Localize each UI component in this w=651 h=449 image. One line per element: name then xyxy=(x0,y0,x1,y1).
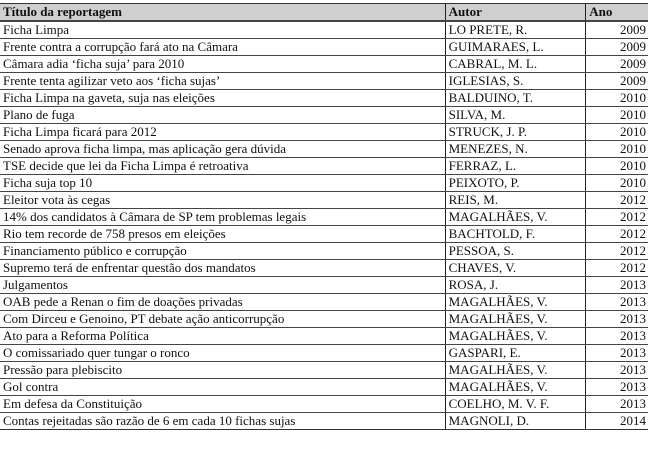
cell-ano: 2014 xyxy=(586,413,648,430)
cell-autor: ROSA, J. xyxy=(445,277,586,294)
cell-autor: MENEZES, N. xyxy=(445,141,586,158)
table-row xyxy=(0,175,648,192)
cell-autor: COELHO, M. V. F. xyxy=(445,396,586,413)
cell-titulo: Em defesa da Constituição xyxy=(0,396,445,413)
cell-ano: 2012 xyxy=(586,260,648,277)
cell-autor: REIS, M. xyxy=(445,192,586,209)
table-row xyxy=(0,209,648,226)
cell-autor: PEIXOTO, P. xyxy=(445,175,586,192)
cell-titulo: TSE decide que lei da Ficha Limpa é retroativa xyxy=(0,158,445,175)
cell-ano: 2012 xyxy=(586,226,648,243)
cell-autor: PESSOA, S. xyxy=(445,243,586,260)
table-row xyxy=(0,141,648,158)
cell-autor: MAGALHÃES, V. xyxy=(445,294,586,311)
cell-ano: 2012 xyxy=(586,192,648,209)
table-row xyxy=(0,39,648,56)
table-row xyxy=(0,56,648,73)
table-header-row xyxy=(0,4,648,22)
cell-titulo: Plano de fuga xyxy=(0,107,445,124)
cell-ano: 2013 xyxy=(586,379,648,396)
table-row xyxy=(0,379,648,396)
cell-ano: 2010 xyxy=(586,175,648,192)
cell-ano: 2012 xyxy=(586,243,648,260)
cell-autor: LO PRETE, R. xyxy=(445,21,586,39)
cell-titulo: Eleitor vota às cegas xyxy=(0,192,445,209)
table-row xyxy=(0,396,648,413)
cell-autor: CABRAL, M. L. xyxy=(445,56,586,73)
cell-autor: STRUCK, J. P. xyxy=(445,124,586,141)
cell-ano: 2010 xyxy=(586,158,648,175)
cell-autor: MAGALHÃES, V. xyxy=(445,311,586,328)
cell-autor: MAGALHÃES, V. xyxy=(445,209,586,226)
cell-titulo: Rio tem recorde de 758 presos em eleições xyxy=(0,226,445,243)
cell-titulo: Com Dirceu e Genoino, PT debate ação anticorrupção xyxy=(0,311,445,328)
header-ano: Ano xyxy=(586,4,648,22)
cell-ano: 2013 xyxy=(586,328,648,345)
cell-ano: 2010 xyxy=(586,90,648,107)
table-row xyxy=(0,277,648,294)
cell-titulo: Ficha suja top 10 xyxy=(0,175,445,192)
cell-autor: SILVA, M. xyxy=(445,107,586,124)
cell-titulo: OAB pede a Renan o fim de doações privadas xyxy=(0,294,445,311)
cell-titulo: Frente contra a corrupção fará ato na Câmara xyxy=(0,39,445,56)
cell-autor: GASPARI, E. xyxy=(445,345,586,362)
cell-ano: 2013 xyxy=(586,311,648,328)
table-row xyxy=(0,226,648,243)
table-row xyxy=(0,260,648,277)
cell-autor: CHAVES, V. xyxy=(445,260,586,277)
cell-titulo: Ato para a Reforma Política xyxy=(0,328,445,345)
cell-titulo: Gol contra xyxy=(0,379,445,396)
cell-ano: 2013 xyxy=(586,294,648,311)
cell-titulo: O comissariado quer tungar o ronco xyxy=(0,345,445,362)
table-row xyxy=(0,345,648,362)
table-row xyxy=(0,21,648,39)
header-autor: Autor xyxy=(445,4,586,22)
cell-ano: 2013 xyxy=(586,277,648,294)
table-row xyxy=(0,243,648,260)
cell-titulo: Financiamento público e corrupção xyxy=(0,243,445,260)
cell-autor: MAGNOLI, D. xyxy=(445,413,586,430)
cell-ano: 2013 xyxy=(586,345,648,362)
cell-autor: FERRAZ, L. xyxy=(445,158,586,175)
cell-autor: BALDUINO, T. xyxy=(445,90,586,107)
table-row xyxy=(0,107,648,124)
cell-ano: 2010 xyxy=(586,141,648,158)
cell-ano: 2010 xyxy=(586,124,648,141)
table-row xyxy=(0,90,648,107)
cell-ano: 2009 xyxy=(586,73,648,90)
cell-ano: 2009 xyxy=(586,39,648,56)
table-row xyxy=(0,158,648,175)
cell-titulo: Ficha Limpa ficará para 2012 xyxy=(0,124,445,141)
cell-autor: BACHTOLD, F. xyxy=(445,226,586,243)
cell-autor: MAGALHÃES, V. xyxy=(445,362,586,379)
cell-autor: IGLESIAS, S. xyxy=(445,73,586,90)
cell-ano: 2013 xyxy=(586,396,648,413)
table-row xyxy=(0,192,648,209)
cell-titulo: Pressão para plebiscito xyxy=(0,362,445,379)
cell-autor: MAGALHÃES, V. xyxy=(445,328,586,345)
cell-titulo: Ficha Limpa na gaveta, suja nas eleições xyxy=(0,90,445,107)
header-titulo: Título da reportagem xyxy=(0,4,445,22)
cell-titulo: Senado aprova ficha limpa, mas aplicação gera dúvida xyxy=(0,141,445,158)
table-row xyxy=(0,413,648,430)
table-row xyxy=(0,73,648,90)
cell-titulo: Contas rejeitadas são razão de 6 em cada 10 fichas sujas xyxy=(0,413,445,430)
table-row xyxy=(0,328,648,345)
reportagens-table xyxy=(0,3,648,430)
cell-ano: 2013 xyxy=(586,362,648,379)
cell-titulo: 14% dos candidatos à Câmara de SP tem problemas legais xyxy=(0,209,445,226)
cell-ano: 2010 xyxy=(586,107,648,124)
cell-ano: 2012 xyxy=(586,209,648,226)
cell-titulo: Frente tenta agilizar veto aos ‘ficha sujas’ xyxy=(0,73,445,90)
cell-ano: 2009 xyxy=(586,56,648,73)
table-row xyxy=(0,362,648,379)
table-body xyxy=(0,21,648,430)
cell-titulo: Câmara adia ‘ficha suja’ para 2010 xyxy=(0,56,445,73)
table-row xyxy=(0,311,648,328)
cell-titulo: Julgamentos xyxy=(0,277,445,294)
cell-titulo: Ficha Limpa xyxy=(0,21,445,39)
table-row xyxy=(0,294,648,311)
cell-autor: MAGALHÃES, V. xyxy=(445,379,586,396)
cell-ano: 2009 xyxy=(586,21,648,39)
cell-autor: GUIMARAES, L. xyxy=(445,39,586,56)
table-row xyxy=(0,124,648,141)
cell-titulo: Supremo terá de enfrentar questão dos mandatos xyxy=(0,260,445,277)
